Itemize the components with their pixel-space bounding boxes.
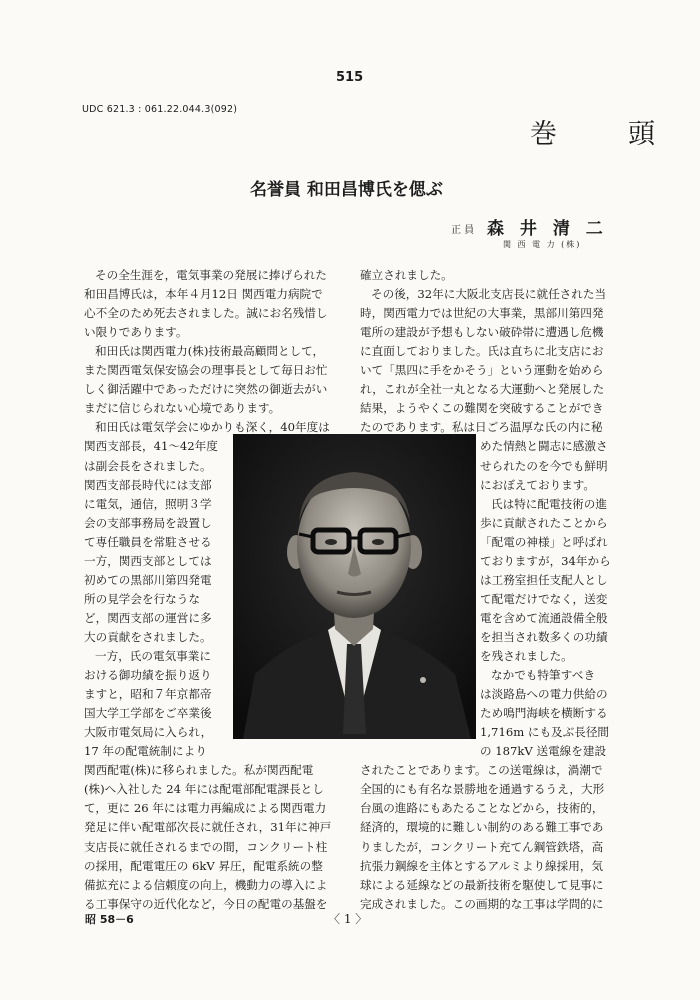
portrait-photo [233,434,476,739]
right-body-line: 抗張力鋼線を主体とするアルミより線採用，気 [360,858,604,873]
right-body-line: て配電だけでなく，送変 [480,591,608,606]
right-body-line: ため鳴門海峡を横断する [480,706,608,721]
left-body-line: に電気，通信，照明３学 [84,496,212,511]
left-body-line: しく御活躍中であっただけに突然の御逝去がい [84,382,328,397]
right-body-line: に直面しておりました。氏は直ちに北支店にお [360,344,604,359]
left-body-line: の採用，配電電圧の 6kV 昇圧，配電系統の整 [84,858,323,873]
section-heading: 巻 頭 [530,119,677,150]
author-affiliation: 関 西 電 力 (株) [503,240,582,249]
left-body-line: 初めての黒部川第四発電 [84,572,212,587]
right-body-line: は工務室担任支配人とし [480,572,608,587]
left-body-line: る工事保守の近代化など，今日の配電の基盤を [84,896,328,911]
right-body-line: 全国的にも有名な景勝地を通過するうえ，大形 [360,782,605,797]
left-body-line: 大阪市電気局に入られ， [84,725,213,740]
left-body-line: ど，関西支部の運営に多 [84,610,212,625]
left-body-line: まだに信じられない心境であります。 [84,401,281,416]
author-name: 森 井 清 二 [487,219,608,239]
portrait-illustration [233,434,476,739]
left-body-line: 和田昌博氏は，本年４月12日 関西電力病院で [84,287,323,302]
left-body-line: 一方，関西支部としては [84,553,212,568]
left-body-line: て専任職員を常駐させる [84,534,212,549]
right-body-line: は淡路島への電力供給の [480,687,608,702]
left-body-line: て，更に 26 年には電力再編成による関西電力 [84,801,327,816]
left-body-line: 和田氏は電気学会にゆかりも深く，40年度は [95,420,330,435]
left-body-line: 一方，氏の電気事業に [95,649,211,663]
left-body-line: 支店長に就任されるまでの間，コンクリート柱 [84,839,328,854]
right-body-line: いて「黒四に手をかそう」という運動を始めら [360,363,604,378]
left-body-line: 所の見学会を行なうな [84,591,200,606]
footer-volume: 昭 58－6 [85,913,134,926]
right-body-line: を担当され数多くの功績 [480,629,608,644]
right-body-line: なかでも特筆すべき [491,668,596,683]
right-body-line: その後，32年に大阪北支店長に就任された当 [371,287,607,302]
left-body-line: 発足に伴い配電部次長に就任され，31年に神戸 [84,820,332,835]
right-body-line: を残されました。 [480,649,573,663]
left-body-line: ますと，昭和７年京都帝 [84,687,212,702]
right-body-line: 結果，ようやくこの難関を突破することができ [360,401,604,416]
right-body-line: 完成されました。この画期的な工事は学問的に [360,896,604,911]
left-body-line: 大の貢献をされました。 [84,629,212,644]
right-body-line: 歩に貢献されたことから [480,515,608,530]
right-body-line: 時，関西電力では世紀の大事業，黒部川第四発 [360,306,604,321]
left-body-line: 関西支部長時代には支部 [84,477,212,492]
left-body-line: その全生涯を，電気事業の発展に捧げられた [95,268,327,282]
right-body-line: 球による延線などの最新技術を駆使して見事に [360,877,604,892]
right-body-line: 「配電の神様」と呼ばれ [480,534,608,549]
right-body-line: 氏は特に配電技術の進 [491,496,607,511]
udc-code: UDC 621.3 : 061.22.044.3(092) [82,104,238,115]
left-body-line: 関西配電(株)に移られました。私が関西配電 [84,763,314,778]
right-body-line: におぼえております。 [480,477,596,492]
article-title: 名誉員 和田昌博氏を偲ぶ [250,180,443,200]
left-body-line: 心不全のため死去されました。誠にお名残惜し [84,306,328,321]
right-body-line: れ，これが全社一丸となる大運動へと発展した [360,382,605,397]
footer-page-number: 〈 1 〉 [328,912,368,926]
left-body-line: 備拡充による信頼度の向上，機動力の導入によ [84,877,328,892]
left-body-line: 会の支部事務局を設置し [84,515,212,530]
right-body-line: せられたのを今でも鮮明 [480,458,608,473]
page-number: 515 [336,70,364,85]
right-body-line: 経済的，環境的に難しい制約のある難工事であ [360,820,604,835]
author-membership: 正 員 [451,225,475,236]
right-body-line: されたことであります。この送電線は，渦潮で [360,763,603,778]
left-body-line: 和田氏は関西電力(株)技術最高顧問として， [95,344,325,359]
right-body-line: めた情熱と闘志に感激さ [480,439,608,454]
left-body-line: い限りであります。 [84,325,188,340]
right-body-line: りましたが，コンクリート充てん鋼管鉄塔，高 [360,839,604,854]
left-body-line: 関西支部長，41〜42年度 [84,439,218,454]
right-body-line: ておりますが，34年から [480,553,611,568]
right-body-line: 台風の進路にもあたることなどから，技術的， [360,801,604,816]
right-body-line: 電所の建設が予想もしない破砕帯に遭遇し危機 [360,325,604,340]
right-body-line: の 187kV 送電線を建設 [480,744,607,759]
left-body-line: (株)へ入社した 24 年には配電部配電課長とし [84,782,324,797]
left-body-line: また関西電気保安協会の理事長として毎日お忙 [84,363,328,378]
right-body-line: 確立されました。 [360,268,453,282]
left-body-line: は副会長をされました。 [84,458,212,473]
left-body-line: 国大学工学部をご卒業後 [84,706,212,721]
left-body-line: 17 年の配電統制により [84,744,207,759]
right-body-line: たのであります。私は日ごろ温厚な氏の内に秘 [360,420,603,435]
left-body-line: おける御功績を振り返り [84,668,212,683]
right-body-line: 1,716m にも及ぶ長径間 [480,725,610,740]
right-body-line: 電を含めて流通設備全般 [480,610,608,625]
